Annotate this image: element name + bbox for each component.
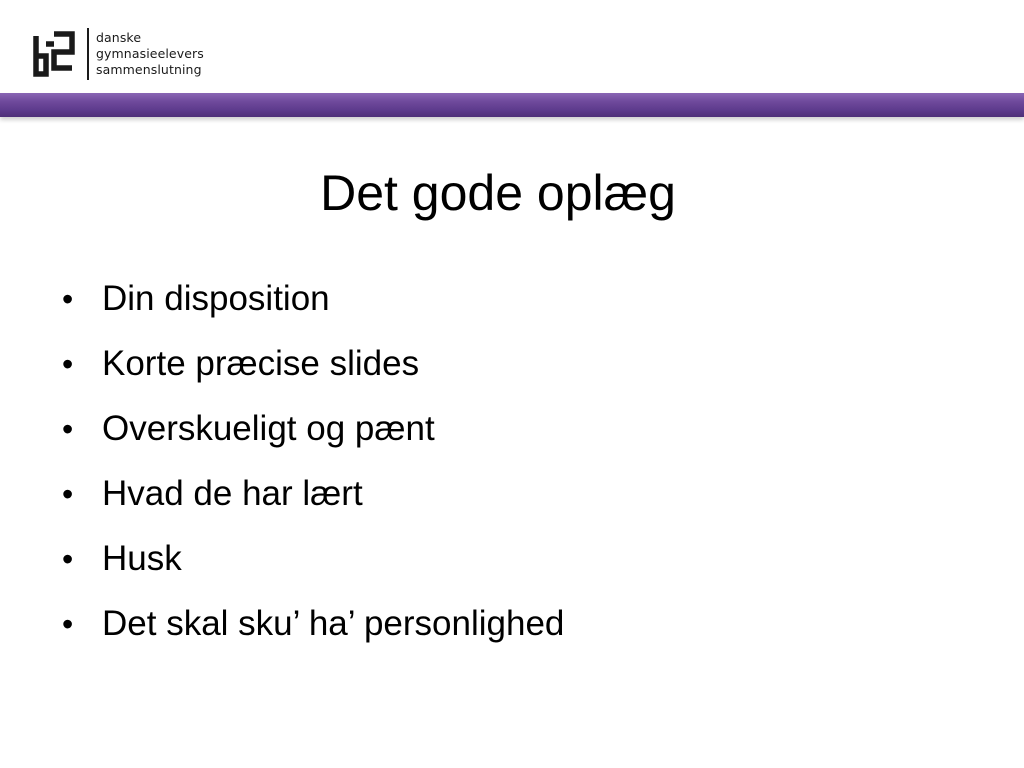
logo-line-1: danske xyxy=(96,30,142,45)
list-item xyxy=(62,266,564,331)
bullet-text: Korte præcise slides xyxy=(102,343,420,383)
logo-line-3: sammenslutning xyxy=(96,62,202,77)
logo-divider xyxy=(87,28,89,80)
bullet-text: Hvad de har lært xyxy=(102,473,363,513)
list-item xyxy=(62,461,564,526)
bullet-icon: • xyxy=(62,605,74,642)
header-band xyxy=(0,93,1024,117)
bullet-text: Overskueligt og pænt xyxy=(102,408,435,448)
bullet-text: Din disposition xyxy=(102,278,330,318)
logo-line-2: gymnasieelevers xyxy=(96,46,204,61)
bullet-icon: • xyxy=(62,345,74,382)
bullet-text: Husk xyxy=(102,538,182,578)
list-item xyxy=(62,591,564,656)
slide-title: Det gode oplæg xyxy=(320,165,676,221)
list-item xyxy=(62,526,564,591)
list-item xyxy=(62,396,564,461)
bullet-icon: • xyxy=(62,280,74,317)
bullet-icon: • xyxy=(62,540,74,577)
logo-text xyxy=(96,30,204,78)
bullet-icon: • xyxy=(62,410,74,447)
dgs-logo-icon xyxy=(32,28,78,80)
bullet-list xyxy=(62,266,564,656)
bullet-text: Det skal sku’ ha’ personlighed xyxy=(102,603,565,643)
list-item xyxy=(62,331,564,396)
bullet-icon: • xyxy=(62,475,74,512)
logo xyxy=(32,26,204,82)
